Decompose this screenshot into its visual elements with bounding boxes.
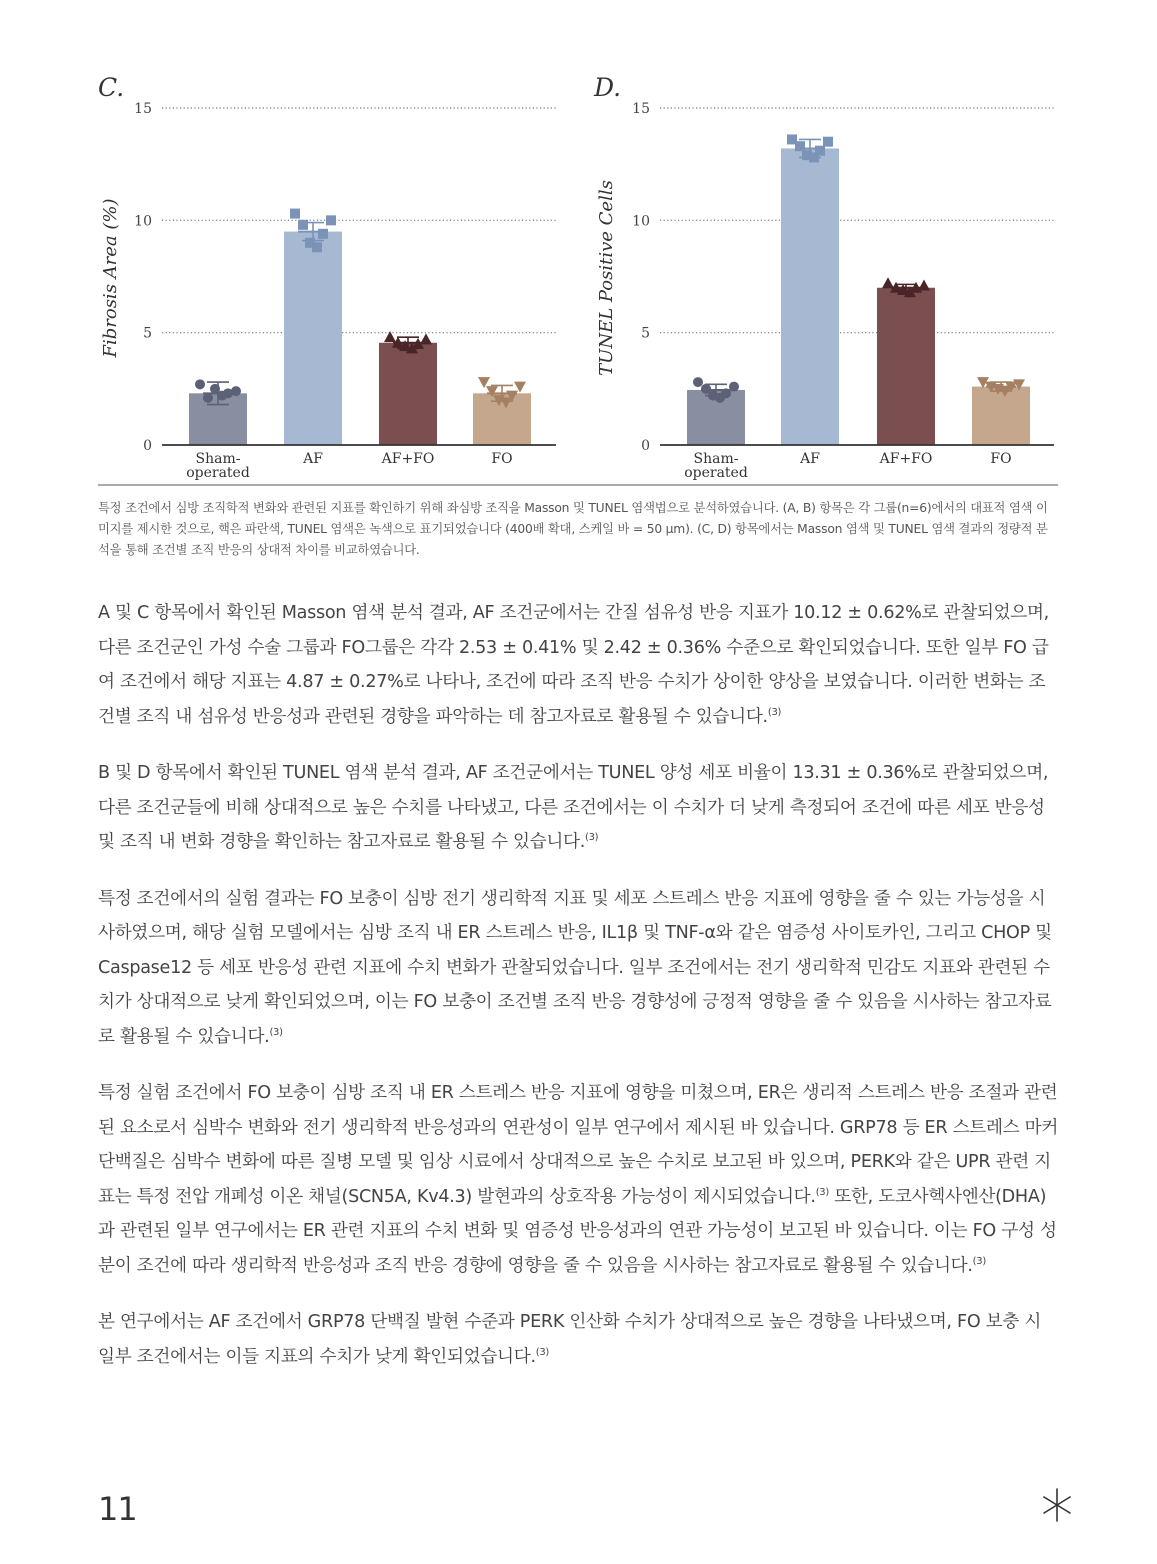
x-tick-label: operated [186,465,250,481]
reference-mark: (3) [972,1255,986,1267]
y-tick-label: 15 [134,101,152,117]
data-point [729,382,739,392]
data-point [290,209,300,219]
y-tick-label: 0 [143,438,152,454]
x-tick-label: AF+FO [879,451,933,467]
reference-mark: (3) [535,1346,550,1358]
reference-mark: (3) [767,706,782,718]
body-text [98,596,1060,1396]
data-point [203,393,213,403]
x-tick-label: FO [990,451,1012,467]
x-tick-label: FO [491,451,513,467]
reference-mark: (3) [585,832,599,844]
x-tick-label: Sham- [195,451,241,467]
bar [379,343,437,445]
chart-panel-d [593,73,1054,481]
paragraph-1: A 및 C 항목에서 확인된 Masson 염색 분석 결과, AF 조건군에서는 간질 섬유성 반응 지표가 10.12 ± 0.62%로 관찰되었으며, 다른 조건군인 가성 수술 그룹과 FO그룹은 각각 2.53 ± 0.41% 및 2.42 ± 0.36% 수준으로 확인되었습니다. 또한 일부 FO 급여 조건에서 해당 지표는 4.87 ± 0.27%로 나타나, 조건에 따라 조직 반응 수치가 상이한 양상을 보였습니다. 이러한 변화는 조건별 조직 내 섬유성 반응성과 관련된 경향을 파악하는 데 참고자료로 활용될 수 있습니다.$^{(3)}$ [98,603,1049,727]
reference-mark: (3) [815,1186,829,1198]
y-tick-label: 15 [632,101,650,117]
bar [781,148,839,445]
chart-panel-c [98,73,556,481]
data-point [795,141,805,151]
paragraph-2: B 및 D 항목에서 확인된 TUNEL 염색 분석 결과, AF 조건군에서는 TUNEL 양성 세포 비율이 13.31 ± 0.36%로 관찰되었으며, 다른 조건군들에 비해 상대적으로 높은 수치를 나타냈고, 다른 조건에서는 이 수치가 더 낮게 측정되어 조건에 따른 세포 반응성 및 조직 내 변화 경향을 확인하는 참고자료로 활용될 수 있습니다.$^{(3)}$ [98,763,1049,852]
reference-mark: (3) [269,1026,283,1038]
data-point [823,137,833,147]
y-axis-label: TUNEL Positive Cells [596,180,617,376]
bar [284,232,342,445]
data-point [715,393,725,403]
bar [972,387,1030,445]
paragraph-5: 본 연구에서는 AF 조건에서 GRP78 단백질 발현 수준과 PERK 인산화 수치가 상대적으로 높은 경향을 나타냈으며, FO 보충 시 일부 조건에서는 이들 지표의 수치가 낮게 확인되었습니다.$^{(3)}$ [98,1312,1042,1367]
data-point [326,215,336,225]
y-tick-label: 5 [641,325,650,342]
data-point [809,152,819,162]
y-tick-label: 5 [143,325,152,342]
data-point [693,377,703,387]
figure-charts [0,0,1157,495]
x-tick-label: AF [303,451,323,467]
asterisk-star-icon [1040,1488,1074,1522]
y-tick-label: 0 [641,438,650,454]
x-tick-label: AF [800,451,820,467]
paragraph-3: 특정 조건에서의 실험 결과는 FO 보충이 심방 전기 생리학적 지표 및 세포 스트레스 반응 지표에 영향을 줄 수 있는 가능성을 시사하였으며, 해당 실험 모델에서는 심방 조직 내 ER 스트레스 반응, IL1β 및 TNF-α와 같은 염증성 사이토카인, 그리고 CHOP 및 Caspase12 등 세포 반응성 관련 지표에 수치 변화가 관찰되었습니다. 일부 조건에서는 전기 생리학적 민감도 지표와 관련된 수치가 상대적으로 낮게 확인되었으며, 이는 FO 보충이 조건별 조직 반응 경향성에 긍정적 영향을 줄 수 있음을 시사하는 참고자료로 활용될 수 있습니다.$^{(3)}$ [98,888,1052,1047]
x-tick-label: Sham- [693,451,739,467]
page-number: 11 [98,1490,137,1528]
y-axis-label: Fibrosis Area (%) [100,198,121,358]
bar [877,288,935,445]
x-tick-label: AF+FO [381,451,435,467]
paragraph-4: 특정 실험 조건에서 FO 보충이 심방 조직 내 ER 스트레스 반응 지표에 영향을 미쳤으며, ER은 생리적 스트레스 반응 조절과 관련된 요소로서 심박수 변화와 전기 생리학적 반응성과의 연관성이 일부 연구에서 제시된 바 있습니다. GRP78 등 ER 스트레스 마커 단백질은 심박수 변화에 따른 질병 모델 및 임상 시료에서 상대적으로 높은 수치로 보고된 바 있으며, PERK와 같은 UPR 관련 지표는 특정 전압 개폐성 이온 채널(SCN5A, Kv4.3) 발현과의 상호작용 가능성이 제시되었습니다.$^{(3)}$ 또한, 도코사헥사엔산(DHA)과 관련된 일부 연구에서는 ER 관련 지표의 수치 변화 및 염증성 반응성과의 연관 가능성이 보고된 바 있습니다. 이는 FO 구성 성분이 조건에 따라 생리학적 반응성과 조직 반응 경향에 영향을 줄 수 있음을 시사하는 참고자료로 활용될 수 있습니다.$^{(3)}$ [98,1083,1059,1276]
data-point [318,229,328,239]
panel-letter: C. [98,73,125,102]
data-point [882,277,894,288]
data-point [420,333,432,344]
data-point [217,391,227,401]
y-tick-label: 10 [632,213,650,230]
figure-caption: 특정 조건에서 심방 조직학적 변화와 관련된 지표를 확인하기 위해 좌심방 조직을 Masson 및 TUNEL 염색법으로 분석하였습니다. (A, B) 항목은 각 그룹(n=6)에서의 대표적 염색 이미지를 제시한 것으로, 핵은 파란색, TUNEL 염색은 녹색으로 표기되었습니다 (400배 확대, 스케일 바 = 50 μm). (C, D) 항목에서는 Masson 염색 및 TUNEL 염색 결과의 정량적 분석을 통해 조건별 조직 반응의 상대적 차이를 비교하였습니다. [98,501,1048,557]
panel-letter: D. [594,73,622,102]
y-tick-label: 10 [134,213,152,230]
data-point [312,242,322,252]
x-tick-label: operated [684,465,748,481]
data-point [298,220,308,230]
data-point [195,379,205,389]
